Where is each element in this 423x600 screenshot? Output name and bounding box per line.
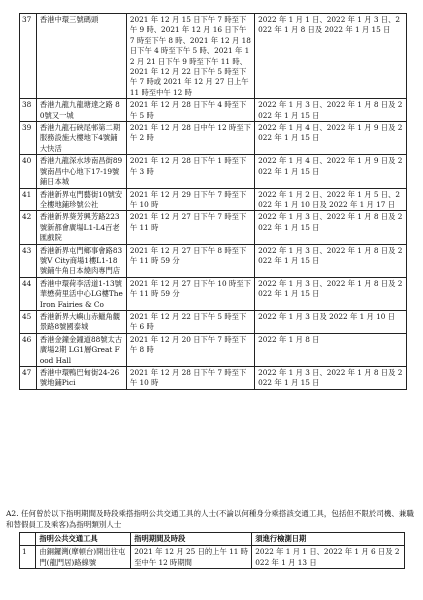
- period-cell: 2021 年 12 月 22 日下午 5 時至下午 6 時: [126, 310, 254, 333]
- specified-premises-table: [19, 13, 407, 390]
- period-cell: 2021 年 12 月 29 日下午 7 時至下午 10 時: [126, 188, 254, 211]
- period-cell: 2021 年 12 月 27 日下午 7 時至下午 11 時: [126, 211, 254, 244]
- location-cell: 香港新界屯門鄉事會路83號V City商場1樓L1-18號鋪牛角日本燒肉專門店: [36, 244, 126, 277]
- test-date-cell: 2022 年 1 月 3 日、2022 年 1 月 8 日及 2022 年 1 月 15 日: [255, 367, 407, 390]
- table-row: [20, 155, 407, 188]
- table-row: [20, 99, 407, 122]
- table-row: [20, 14, 407, 99]
- row-number: 38: [20, 99, 37, 122]
- test-date-cell: 2022 年 1 月 2 日、2022 年 1 月 5 日、2022 年 1 月 10 日及 2022 年 1 月 17 日: [255, 188, 407, 211]
- row-number: 39: [20, 122, 37, 155]
- table-header-row: [20, 533, 405, 546]
- table-row: [20, 188, 407, 211]
- row-number: 1: [20, 546, 36, 569]
- location-cell: 香港中環荷李活道1-13號華懋荷里活中心LG樓The Iron Fairies & Co: [36, 277, 126, 310]
- location-cell: 香港中環鴨巴甸街24-26號地鋪Pici: [36, 367, 126, 390]
- column-header-test-date: 須進行檢測日期: [252, 533, 405, 546]
- period-cell: 2021 年 12 月 15 日下午 7 時至下午 9 時、2021 年 12 月 16 日下午 7 時至下午 8 時、2021 年 12 月 18 日下午 4 時至下午 5 時、2021 年 12 月 21 日下午 9 時至下午 11 時、2021 年 12 月 22 日下午 5 時至下午 7 時或 2021 年 12 月 27 日上午 11 時至中午 12 時: [126, 14, 254, 99]
- column-header-number: [20, 533, 36, 546]
- row-number: 44: [20, 277, 37, 310]
- test-date-cell: 2022 年 1 月 3 日、2022 年 1 月 8 日及 2022 年 1 月 15 日: [255, 244, 407, 277]
- test-date-cell: 2022 年 1 月 3 日及 2022 年 1 月 10 日: [255, 310, 407, 333]
- table-row: [20, 277, 407, 310]
- test-date-cell: 2022 年 1 月 4 日、2022 年 1 月 9 日及 2022 年 1 月 15 日: [255, 155, 407, 188]
- table-row: [20, 310, 407, 333]
- location-cell: 香港新界葵芳興芳路223號新都會廣場L1-L4百老匯戲院: [36, 211, 126, 244]
- period-cell: 2021 年 12 月 28 日下午 4 時至下午 5 時: [126, 99, 254, 122]
- table-row: [20, 122, 407, 155]
- period-cell: 2021 年 12 月 28 日下午 1 時至下午 3 時: [126, 155, 254, 188]
- period-cell: 2021 年 12 月 28 日中午 12 時至下午 2 時: [126, 122, 254, 155]
- test-date-cell: 2022 年 1 月 8 日: [255, 333, 407, 366]
- row-number: 43: [20, 244, 37, 277]
- location-cell: 香港九龍九龍塘達之路 80號又一城: [36, 99, 126, 122]
- specified-premises-table-body: [20, 14, 407, 390]
- test-date-cell: 2022 年 1 月 3 日、2022 年 1 月 8 日及 2022 年 1 月 15 日: [255, 211, 407, 244]
- location-cell: 香港九龍石硤尾邨第二期服務設施大樓地下4號鋪大快活: [36, 122, 126, 155]
- specified-transport-table: [19, 532, 405, 569]
- table-row: [20, 244, 407, 277]
- test-date-cell: 2022 年 1 月 3 日、2022 年 1 月 8 日及 2022 年 1 月 15 日: [255, 277, 407, 310]
- test-date-cell: 2022 年 1 月 1 日、2022 年 1 月 3 日、2022 年 1 月 8 日及 2022 年 1 月 15 日: [255, 14, 407, 99]
- test-date-cell: 2022 年 1 月 3 日、2022 年 1 月 8 日及 2022 年 1 月 15 日: [255, 99, 407, 122]
- location-cell: 香港新界大嶼山赤鱲角觀景路8號國泰城: [36, 310, 126, 333]
- table-row: [20, 211, 407, 244]
- column-header-transport: 指明公共交通工具: [36, 533, 131, 546]
- period-cell: 2021 年 12 月 27 日下午 8 時至下午 11 時 59 分: [126, 244, 254, 277]
- table-row: [20, 333, 407, 366]
- location-cell: 香港新界屯門藝街10號安全樓地鋪珍號公社: [36, 188, 126, 211]
- test-date-cell: 2022 年 1 月 4 日、2022 年 1 月 9 日及 2022 年 1 月 15 日: [255, 122, 407, 155]
- period-cell: 2021 年 12 月 25 日的上午 11 時至中午 12 時期間: [131, 546, 252, 569]
- column-header-period: 指明期間及時段: [131, 533, 252, 546]
- row-number: 37: [20, 14, 37, 99]
- period-cell: 2021 年 12 月 28 日下午 7 時至下午 10 時: [126, 367, 254, 390]
- row-number: 46: [20, 333, 37, 366]
- row-number: 42: [20, 211, 37, 244]
- period-cell: 2021 年 12 月 27 日下午 10 時至下午 11 時 59 分: [126, 277, 254, 310]
- table-row: [20, 546, 405, 569]
- row-number: 40: [20, 155, 37, 188]
- location-cell: 香港九龍深水埗南昌街89號南昌中心地下17-19號鋪日本城: [36, 155, 126, 188]
- location-cell: 香港中環三號碼頭: [36, 14, 126, 99]
- transport-cell: 由銅鑼灣(摩頓台)開出往屯門(龍門居)路線號: [36, 546, 131, 569]
- table-row: [20, 367, 407, 390]
- specified-transport-table-body: [20, 546, 405, 569]
- section-a2-heading: A2. 任何曾於以下指明期間及時段乘搭指明公共交通工具的人士(不論以何種身分乘搭該交通工具，包括但不限於司機、兼職和替假員工及乘客)為指明類別人士: [6, 509, 414, 529]
- period-cell: 2021 年 12 月 20 日下午 7 時至下午 8 時: [126, 333, 254, 366]
- row-number: 41: [20, 188, 37, 211]
- location-cell: 香港金鐘金鐘道88號太古廣場2期 LG1層Great Food Hall: [36, 333, 126, 366]
- row-number: 47: [20, 367, 37, 390]
- row-number: 45: [20, 310, 37, 333]
- test-date-cell: 2022 年 1 月 1 日、2022 年 1 月 6 日及 2022 年 1 月 13 日: [252, 546, 405, 569]
